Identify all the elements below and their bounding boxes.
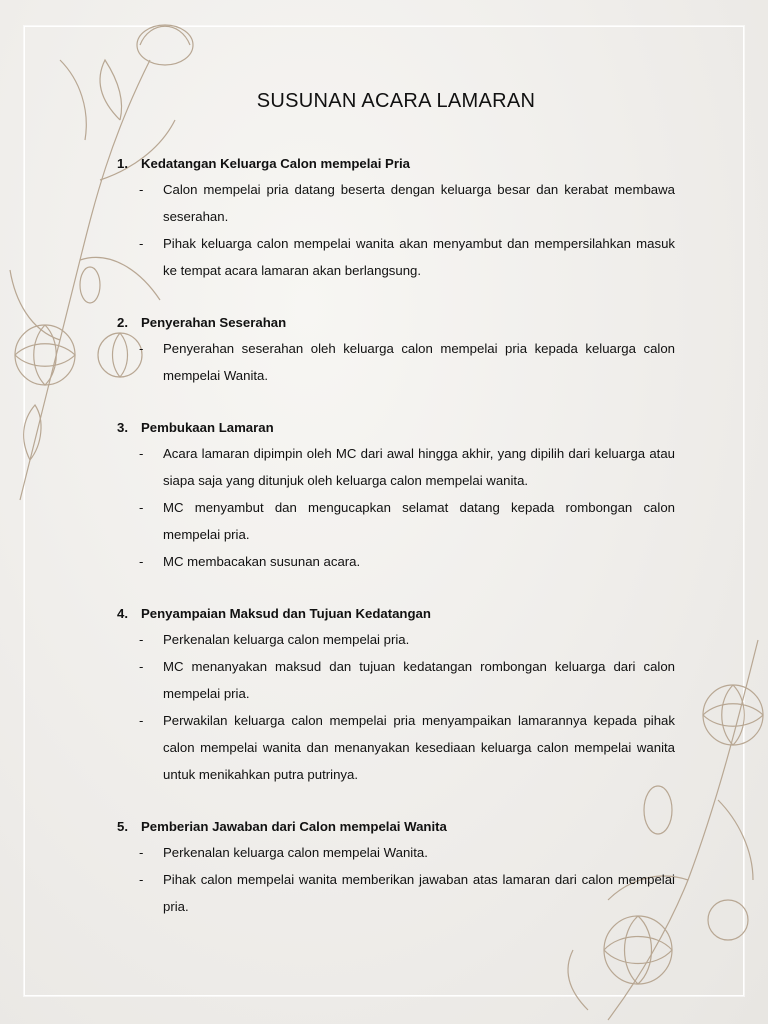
document-content: [117, 90, 675, 948]
list-item: [117, 494, 675, 548]
list-item-text: Perkenalan keluarga calon mempelai Wanita.: [163, 845, 428, 860]
list-item-text: MC menyambut dan mengucapkan selamat datang kepada rombongan calon mempelai pria.: [163, 500, 675, 542]
agenda-section: [117, 603, 675, 788]
section-title: Pemberian Jawaban dari Calon mempelai Wanita: [141, 818, 447, 834]
bullet-dash: -: [139, 659, 144, 674]
section-number: 2.: [117, 314, 128, 330]
bullet-dash: -: [139, 182, 144, 197]
section-number: 3.: [117, 419, 128, 435]
section-heading: [117, 816, 675, 836]
section-title: Pembukaan Lamaran: [141, 419, 274, 435]
page-title: SUSUNAN ACARA LAMARAN: [256, 90, 536, 112]
list-item: [117, 839, 675, 866]
list-item-text: Calon mempelai pria datang beserta dengan keluarga besar dan kerabat membawa seserahan.: [163, 182, 675, 224]
list-item-text: Pihak keluarga calon mempelai wanita akan menyambut dan mempersilahkan masuk ke tempat acara lamaran akan berlangsung.: [163, 236, 675, 278]
bullet-dash: -: [139, 500, 144, 515]
section-heading: [117, 603, 675, 623]
bullet-dash: -: [139, 845, 144, 860]
list-item-text: MC membacakan susunan acara.: [163, 554, 361, 569]
section-number: 1.: [117, 155, 128, 171]
bullet-dash: -: [139, 872, 144, 887]
list-item-text: MC menanyakan maksud dan tujuan kedatangan rombongan keluarga dari calon mempelai pria.: [163, 659, 675, 701]
section-title: Kedatangan Keluarga Calon mempelai Pria: [141, 155, 410, 171]
section-heading: [117, 417, 675, 437]
list-item-text: Perkenalan keluarga calon mempelai pria.: [163, 632, 410, 647]
bullet-dash: -: [139, 713, 144, 728]
list-item: [117, 176, 675, 230]
list-item-text: Penyerahan seserahan oleh keluarga calon mempelai pria kepada keluarga calon mempelai Wanita.: [163, 341, 675, 383]
section-title: Penyerahan Seserahan: [141, 314, 287, 330]
list-item: [117, 653, 675, 707]
list-item: [117, 866, 675, 920]
section-title: Penyampaian Maksud dan Tujuan Kedatangan: [141, 605, 431, 621]
list-item-text: Perwakilan keluarga calon mempelai pria menyampaikan lamarannya kepada pihak calon mempelai wanita dan menanyakan kesediaan keluarga calon mempelai wanita untuk menikahkan putra putrinya.: [163, 713, 675, 782]
list-item-text: Pihak calon mempelai wanita memberikan jawaban atas lamaran dari calon mempelai pria.: [163, 872, 675, 914]
bullet-dash: -: [139, 554, 144, 569]
list-item: [117, 230, 675, 284]
bullet-dash: -: [139, 341, 144, 356]
list-item: [117, 626, 675, 653]
section-heading: [117, 153, 675, 173]
list-item: [117, 707, 675, 788]
section-number: 5.: [117, 818, 128, 834]
agenda-section: [117, 312, 675, 389]
bullet-dash: -: [139, 632, 144, 647]
section-number: 4.: [117, 605, 128, 621]
agenda-section: [117, 417, 675, 575]
section-heading: [117, 312, 675, 332]
agenda-section: [117, 816, 675, 920]
list-item: [117, 548, 675, 575]
bullet-dash: -: [139, 236, 144, 251]
list-item-text: Acara lamaran dipimpin oleh MC dari awal hingga akhir, yang dipilih dari keluarga atau siapa saja yang ditunjuk oleh keluarga calon mempelai wanita.: [163, 446, 675, 488]
list-item: [117, 335, 675, 389]
list-item: [117, 440, 675, 494]
agenda-section: [117, 153, 675, 284]
bullet-dash: -: [139, 446, 144, 461]
agenda-sections: [117, 153, 675, 920]
